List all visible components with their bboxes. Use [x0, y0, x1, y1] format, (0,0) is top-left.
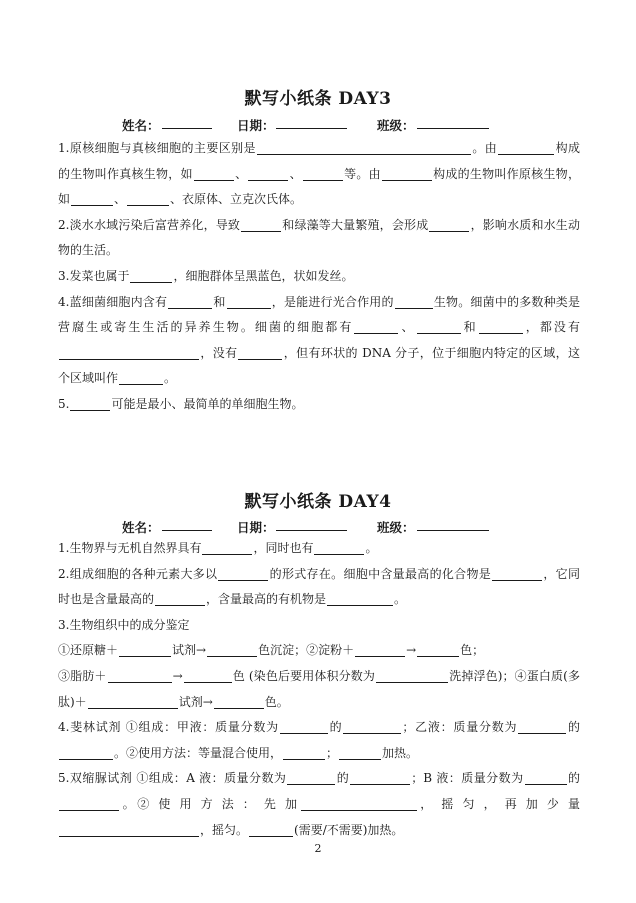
q-text: 3.生物组织中的成分鉴定: [58, 617, 190, 632]
q-text: 、: [234, 166, 248, 181]
blank[interactable]: [382, 167, 432, 181]
q-text: 生物。细菌中的多数种类是营腐生或寄生生活的异养生物。细菌的细胞都有: [58, 294, 580, 335]
day3-q5: [58, 392, 580, 418]
blank[interactable]: [59, 346, 199, 360]
blank[interactable]: [355, 643, 405, 657]
q-text: ，是能进行光合作用的: [271, 294, 394, 309]
day3-name-label: 姓名：: [122, 118, 160, 133]
q-text: ，都没有: [523, 320, 580, 335]
blank[interactable]: [518, 720, 566, 734]
q-text: 2.淡水水域污染后富营养化，导致: [58, 217, 241, 232]
blank[interactable]: [376, 669, 448, 683]
day3-class-blank[interactable]: [417, 116, 489, 129]
q-text: 构成的生物叫作原核生物，如: [58, 166, 580, 207]
blank[interactable]: [327, 592, 393, 606]
q-text: 色沉淀；②淀粉＋: [258, 643, 355, 658]
day4-q3: [58, 613, 580, 639]
q-text: 试剂→: [172, 643, 207, 658]
q-text: 、: [114, 192, 127, 207]
q-text: 5.: [58, 396, 70, 411]
blank[interactable]: [155, 592, 205, 606]
q-text: 和: [213, 294, 226, 309]
day4-class-blank[interactable]: [417, 518, 489, 531]
blank[interactable]: [525, 771, 567, 785]
day4-questions: [58, 536, 580, 843]
day4-q1: [58, 536, 580, 562]
q-text: 。: [365, 541, 378, 555]
blank[interactable]: [303, 167, 343, 181]
q-text: 色；: [460, 643, 485, 658]
blank[interactable]: [130, 269, 172, 283]
day3-q2: [58, 213, 580, 264]
q-text: 1.原核细胞与真核细胞的主要区别是: [58, 141, 256, 155]
q-text: 。由: [471, 141, 498, 155]
q-text: ；乙液：质量分数为: [402, 720, 518, 735]
q-text: 。②使用方法：等量混合使用，: [114, 745, 283, 760]
day3-q1: [58, 136, 580, 213]
blank[interactable]: [70, 397, 110, 411]
q-text: ①还原糖＋: [58, 643, 119, 658]
blank[interactable]: [168, 295, 212, 309]
q-text: 、衣原体、立克次氏体。: [170, 192, 303, 207]
blank[interactable]: [207, 643, 257, 657]
blank[interactable]: [59, 746, 113, 760]
day4-q3-line2: [58, 664, 580, 715]
q-text: 。② 使 用 方 法 ： 先 加: [120, 796, 300, 811]
q-text: 3.发菜也属于: [58, 268, 130, 283]
day4-title: 默写小纸条 DAY4: [244, 492, 392, 512]
day3-date-label: 日期：: [237, 118, 275, 133]
day4-name-label: 姓名：: [122, 520, 160, 535]
day4-q3-line1: [58, 638, 580, 664]
blank[interactable]: [283, 746, 325, 760]
blank[interactable]: [498, 141, 554, 155]
blank[interactable]: [314, 541, 364, 555]
q-text: 。: [164, 371, 177, 386]
day3-class-label: 班级：: [377, 118, 415, 133]
blank[interactable]: [479, 320, 523, 334]
blank[interactable]: [194, 167, 234, 181]
day4-q2: [58, 562, 580, 613]
q-text: 的: [328, 720, 343, 735]
q-text: 色。: [264, 694, 289, 709]
blank[interactable]: [417, 320, 461, 334]
day3-title: 默写小纸条 DAY3: [244, 89, 392, 109]
q-text: 加热。: [382, 745, 419, 760]
q-text: ；B 液：质量分数为: [411, 771, 524, 786]
q-text: ，但有环状的 DNA 分子，位于细胞内特定的区域，这个区域叫作: [58, 345, 580, 386]
day4-date-blank[interactable]: [276, 518, 347, 531]
q-text: 4.斐林试剂 ①组成：甲液：质量分数为: [58, 720, 279, 735]
blank[interactable]: [287, 771, 335, 785]
q-text: ，它同时也是含量最高的: [58, 566, 580, 607]
blank[interactable]: [343, 720, 401, 734]
blank[interactable]: [429, 218, 469, 232]
blank[interactable]: [241, 218, 281, 232]
q-text: ，含量最高的有机物是: [206, 592, 327, 607]
q-text: ，同时也有: [253, 541, 314, 555]
q-text: →: [406, 643, 417, 658]
blank[interactable]: [108, 669, 172, 683]
blank[interactable]: [59, 797, 119, 811]
blank[interactable]: [238, 346, 282, 360]
blank[interactable]: [227, 295, 271, 309]
blank[interactable]: [71, 192, 113, 206]
q-text: 2.组成细胞的各种元素大多以: [58, 566, 218, 581]
blank[interactable]: [339, 746, 381, 760]
q-text: 、: [399, 320, 416, 335]
blank[interactable]: [59, 823, 199, 837]
q-text: 和: [461, 320, 478, 335]
q-text: →: [172, 668, 183, 683]
blank[interactable]: [417, 643, 459, 657]
blank[interactable]: [88, 695, 178, 709]
day3-name-blank[interactable]: [162, 116, 212, 129]
day4-date-label: 日期：: [237, 520, 275, 535]
q-text: ，影响水质和水生动物的生活。: [58, 217, 580, 258]
blank[interactable]: [350, 771, 410, 785]
q-text: 试剂→: [178, 694, 213, 709]
blank[interactable]: [354, 320, 398, 334]
q-text: (需要/不需要)加热。: [294, 822, 404, 837]
day4-q4: [58, 715, 580, 766]
q-text: 、: [289, 166, 302, 181]
q-text: 构成的生物叫作真核生物，如: [58, 141, 580, 181]
blank[interactable]: [127, 192, 169, 206]
blank[interactable]: [492, 567, 542, 581]
blank[interactable]: [301, 797, 417, 811]
blank[interactable]: [257, 141, 471, 155]
blank[interactable]: [214, 695, 264, 709]
blank[interactable]: [249, 823, 293, 837]
q-text: 可能是最小、最简单的单细胞生物。: [111, 396, 304, 411]
day4-class-label: 班级：: [377, 520, 415, 535]
day4-q5: [58, 766, 580, 843]
blank[interactable]: [202, 541, 252, 555]
blank[interactable]: [119, 371, 163, 385]
day3-q3: [58, 264, 580, 290]
q-text: 洗掉浮色)；④蛋白质(多肽)＋: [58, 668, 580, 709]
q-text: 的: [567, 771, 580, 786]
blank[interactable]: [119, 643, 171, 657]
q-text: ③脂肪＋: [58, 668, 107, 683]
day4-name-blank[interactable]: [162, 518, 212, 531]
q-text: ，摇匀。: [200, 822, 249, 837]
q-text: 和绿藻等大量繁殖，会形成: [282, 217, 429, 232]
q-text: 1.生物界与无机自然界具有: [58, 541, 202, 555]
q-text: 。: [394, 592, 407, 607]
q-text: 的形式存在。细胞中含量最高的化合物是: [269, 566, 492, 581]
page-number: 2: [314, 842, 322, 855]
q-text: ， 摇 匀 ， 再 加 少 量: [417, 796, 581, 811]
blank[interactable]: [280, 720, 328, 734]
day3-q4: [58, 290, 580, 392]
day3-date-blank[interactable]: [276, 116, 347, 129]
q-text: ，细胞群体呈黑蓝色，状如发丝。: [173, 268, 354, 283]
q-text: 4.蓝细菌细胞内含有: [58, 294, 168, 309]
blank[interactable]: [184, 669, 232, 683]
q-text: 的: [336, 771, 350, 786]
q-text: ，没有: [200, 345, 238, 360]
blank[interactable]: [218, 567, 268, 581]
q-text: 5.双缩脲试剂 ①组成：A 液：质量分数为: [58, 771, 287, 786]
q-text: 等。由: [343, 166, 381, 181]
blank[interactable]: [248, 167, 288, 181]
q-text: 的: [567, 720, 580, 735]
blank[interactable]: [395, 295, 433, 309]
q-text: 色 (染色后要用体积分数为: [232, 668, 376, 683]
q-text: ；: [326, 745, 339, 760]
day3-questions: [58, 136, 580, 418]
